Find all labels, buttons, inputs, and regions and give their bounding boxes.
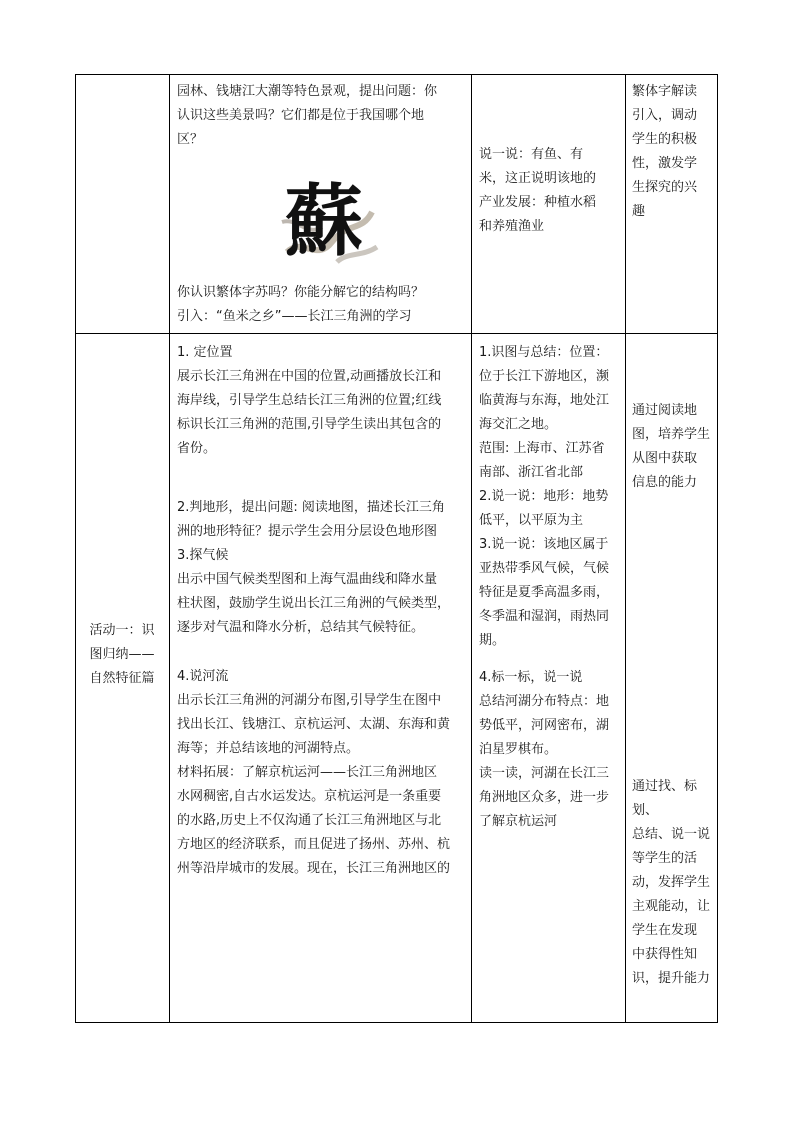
teacher-line: 出示中国气候类型图和上海气温曲线和降水量 (177, 572, 438, 587)
design-intent-cell-1 (632, 399, 716, 509)
intent-line: 等学生的活 (632, 851, 698, 866)
row1-col2-line: 认识这些美景吗？它们都是位于我国哪个地 (177, 108, 425, 123)
activity-title-line: 图归纳—— (89, 647, 155, 662)
intent-line: 识，提升能力 (632, 971, 711, 986)
teacher-line: 展示长江三角洲在中国的位置,动画播放长江和 (177, 369, 442, 384)
student-line: 范围: 上海市、江苏省 (479, 441, 605, 456)
activity-title-line: 活动一：识 (89, 623, 155, 638)
row1-col4-line: 引入，调动 (632, 108, 698, 123)
intent-line: 总结、说一说 (632, 827, 711, 842)
student-line: 临黄海与东海，地处江 (479, 393, 610, 408)
row1-col2-after-line: 引入：“鱼米之乡”——长江三角洲的学习 (177, 309, 412, 324)
row1-col3-line: 米，这正说明该地的 (479, 171, 597, 186)
teacher-line: 材料拓展：了解京杭运河——长江三角洲地区 (177, 765, 438, 780)
teacher-line: 标识长江三角洲的范围,引导学生读出其包含的 (177, 417, 442, 432)
intent-line: 信息的能力 (632, 475, 698, 490)
student-line: 势低平，河网密布，湖 (479, 718, 610, 733)
teacher-line: 找出长江、钱塘江、京杭运河、太湖、东海和黄 (177, 717, 451, 732)
student-line: 特征是夏季高温多雨， (479, 585, 610, 600)
student-line: 了解京杭运河 (479, 814, 558, 829)
student-line: 4.标一标，说一说 (479, 670, 583, 685)
row1-col3-cell (479, 143, 621, 263)
intent-line: 从图中获取 (632, 451, 698, 466)
student-line: 位于长江下游地区，濒 (479, 369, 610, 384)
student-line: 低平，以平原为主 (479, 513, 584, 528)
student-line: 冬季温和湿润，雨热同 (479, 609, 610, 624)
activity-title-cell (77, 619, 167, 699)
row1-col4-line: 趣 (632, 204, 646, 219)
intent-line: 动，发挥学生 (632, 875, 711, 890)
teacher-line: 洲的地形特征？提示学生会用分层设色地形图 (177, 524, 438, 539)
row1-col4-line: 繁体字解读 (632, 84, 698, 99)
intent-line: 中获得性知 (632, 947, 698, 962)
student-line: 2.说一说：地形：地势 (479, 489, 609, 504)
student-line: 总结河湖分布特点：地 (479, 694, 610, 709)
row1-col2-after-line: 你认识繁体字苏吗？你能分解它的结构吗？ (177, 285, 425, 300)
teacher-line: 水网稠密,自古水运发达。京杭运河是一条重要 (177, 789, 442, 804)
design-intent-cell-2 (632, 775, 716, 995)
intent-line: 学生在发现 (632, 923, 698, 938)
row1-col4-line: 性，激发学 (632, 156, 698, 171)
row1-col4-line: 学生的积极 (632, 132, 698, 147)
row1-col2-line: 园林、钱塘江大潮等特色景观，提出问题：你 (177, 84, 438, 99)
row1-col2-line: 区？ (177, 132, 204, 147)
intent-line: 通过找、标划、 (632, 779, 698, 818)
teacher-line: 1. 定位置 (177, 345, 233, 360)
teacher-line: 方地区的经济联系，而且促进了扬州、苏州、杭 (177, 837, 451, 852)
teacher-line: 海等；并总结该地的河湖特点。 (177, 741, 360, 756)
row1-col4-line: 生探究的兴 (632, 180, 698, 195)
student-line: 亚热带季风气候，气候 (479, 561, 610, 576)
teacher-line: 的水路,历史上不仅沟通了长江三角洲地区与北 (177, 813, 442, 828)
teacher-line: 2.判地形，提出问题: 阅读地图，描述长江三角 (177, 500, 445, 515)
teacher-line: 3.探气候 (177, 548, 229, 563)
teacher-line: 柱状图，鼓励学生说出长江三角洲的气候类型， (177, 596, 451, 611)
student-line: 南部、浙江省北部 (479, 465, 584, 480)
intent-line: 图，培养学生 (632, 427, 711, 442)
student-line: 角洲地区众多，进一步 (479, 790, 610, 805)
student-line: 泊星罗棋布。 (479, 742, 558, 757)
lesson-plan-table (75, 74, 718, 1023)
intent-line: 主观能动，让 (632, 899, 711, 914)
student-line: 期。 (479, 633, 506, 648)
student-activity-cell (479, 341, 623, 981)
student-line: 海交汇之地。 (479, 417, 558, 432)
teacher-line: 州等沿岸城市的发展。现在，长江三角洲地区的 (177, 861, 451, 876)
teacher-line: 省份。 (177, 441, 217, 456)
teacher-line: 出示长江三角洲的河湖分布图,引导学生在图中 (177, 693, 442, 708)
row1-col2-after-cell (177, 281, 467, 331)
teacher-activity-cell (177, 341, 469, 1021)
student-line: 3.说一说：该地区属于 (479, 537, 609, 552)
row1-col3-line: 产业发展：种植水稻 (479, 195, 597, 210)
row1-col4-cell (632, 80, 716, 240)
student-line: 读一读，河湖在长江三 (479, 766, 610, 781)
student-line: 1.识图与总结：位置： (479, 345, 609, 360)
row1-col3-line: 和养殖渔业 (479, 219, 545, 234)
traditional-character-su: 蘇 (285, 176, 364, 267)
teacher-line: 4.说河流 (177, 669, 229, 684)
intent-line: 通过阅读地 (632, 403, 698, 418)
teacher-line: 海岸线，引导学生总结长江三角洲的位置;红线 (177, 393, 442, 408)
teacher-line: 逐步对气温和降水分析，总结其气候特征。 (177, 620, 425, 635)
activity-title-line: 自然特征篇 (89, 671, 155, 686)
row1-col3-line: 说一说：有鱼、有 (479, 147, 584, 162)
